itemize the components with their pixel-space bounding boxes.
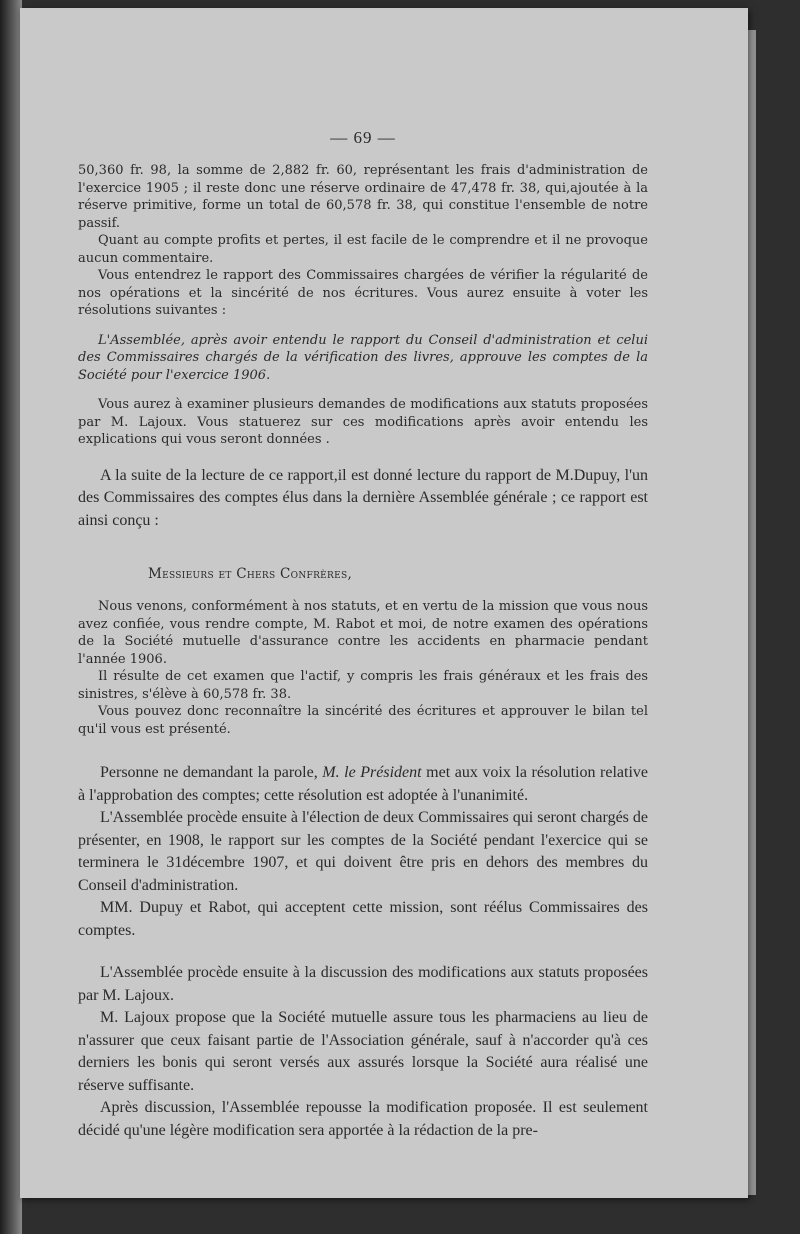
auditors-paragraph: Nous venons, conformément à nos statuts, et en vertu de la mission que vous nous avez confiée, vous rendre compte, M. Rabot et moi, de notre examen des opérations de la Société mutuelle d'assurance contre les accidents en pharmacie pendant l'année 1906. — [78, 599, 648, 667]
report-paragraph: Vous aurez à examiner plusieurs demandes de modifications aux statuts proposées par M. Lajoux. Vous statuerez sur ces modifications après avoir entendu les explications qui vous seront données . — [78, 397, 648, 447]
scanned-page — [20, 8, 748, 1198]
book-binding-edge — [0, 0, 22, 1234]
text-run: met aux voix la résolution relative à l'approbation des comptes; cette résolution est adoptée à l'unanimité. — [78, 764, 649, 804]
minutes-paragraph: L'Assemblée procède ensuite à la discussion des modifications aux statuts proposées par M. Lajoux. — [78, 964, 648, 1004]
auditors-report — [78, 598, 648, 738]
auditors-paragraph: Il résulte de cet examen que l'actif, y compris les frais généraux et les frais des sinistres, s'élève à 60,578 fr. 38. — [78, 669, 648, 702]
auditors-paragraph: Vous pouvez donc reconnaître la sincérité des écritures et approuver le bilan tel qu'il vous est présenté. — [78, 704, 648, 737]
minutes-paragraph: A la suite de la lecture de ce rapport,il est donné lecture du rapport de M.Dupuy, l'un des Commissaires des comptes élus dans la dernière Assemblée générale ; ce rapport est ainsi conçu : — [78, 466, 648, 529]
report-paragraph: 50,360 fr. 98, la somme de 2,882 fr. 60, représentant les frais d'administration de l'exercice 1905 ; il reste donc une réserve ordinaire de 47,478 fr. 38, qui,ajoutée à la réserve primitive, forme un total de 60,578 fr. 38, qui constitue l'ensemble de notre passif. — [78, 163, 648, 231]
report-paragraph: Vous entendrez le rapport des Commissaires chargées de vérifier la régularité de nos opérations et la sincérité de nos écritures. Vous aurez ensuite à voter les résolutions suivantes : — [78, 268, 648, 318]
council-report-excerpt — [78, 162, 648, 449]
report-paragraph: Quant au compte profits et pertes, il est facile de le comprendre et il ne provoque aucun commentaire. — [78, 233, 648, 266]
vote-section — [78, 762, 648, 942]
minutes-paragraph: M. Lajoux propose que la Société mutuelle assure tous les pharmaciens au lieu de n'assurer que ceux faisant partie de l'Association générale, sauf à n'accorder qu'à ces derniers les bonis qui seront versés aux assurés lorsque la Société aura réalisé une réserve suffisante. — [78, 1009, 648, 1094]
minutes-paragraph: MM. Dupuy et Rabot, qui acceptent cette mission, sont réélus Commissaires des comptes. — [78, 899, 648, 939]
minutes-paragraph — [78, 762, 648, 807]
minutes-intro — [78, 465, 648, 533]
proposed-resolution: L'Assemblée, après avoir entendu le rapport du Conseil d'administration et celui des Commissaires chargés de la vérification des livres, approuve les comptes de la Société pour l'exercice 1906. — [78, 332, 648, 383]
salutation-heading: Messieurs et Chers Confrères, — [148, 566, 353, 582]
page-number: — 69 — — [330, 128, 396, 147]
president-title: M. le Président — [322, 764, 422, 781]
minutes-paragraph: Après discussion, l'Assemblée repousse la modification proposée. Il est seulement décidé qu'une légère modification sera apportée à la rédaction de la pre- — [78, 1099, 648, 1139]
discussion-section — [78, 962, 648, 1142]
text-run: Personne ne demandant la parole, — [100, 764, 323, 781]
page-content — [78, 128, 648, 1142]
minutes-paragraph: L'Assemblée procède ensuite à l'élection de deux Commissaires qui seront chargés de présenter, en 1908, le rapport sur les comptes de la Société pendant l'exercice qui se terminera le 31décembre 1907, et qui doivent être pris en dehors des membres du Conseil d'administration. — [78, 809, 648, 894]
